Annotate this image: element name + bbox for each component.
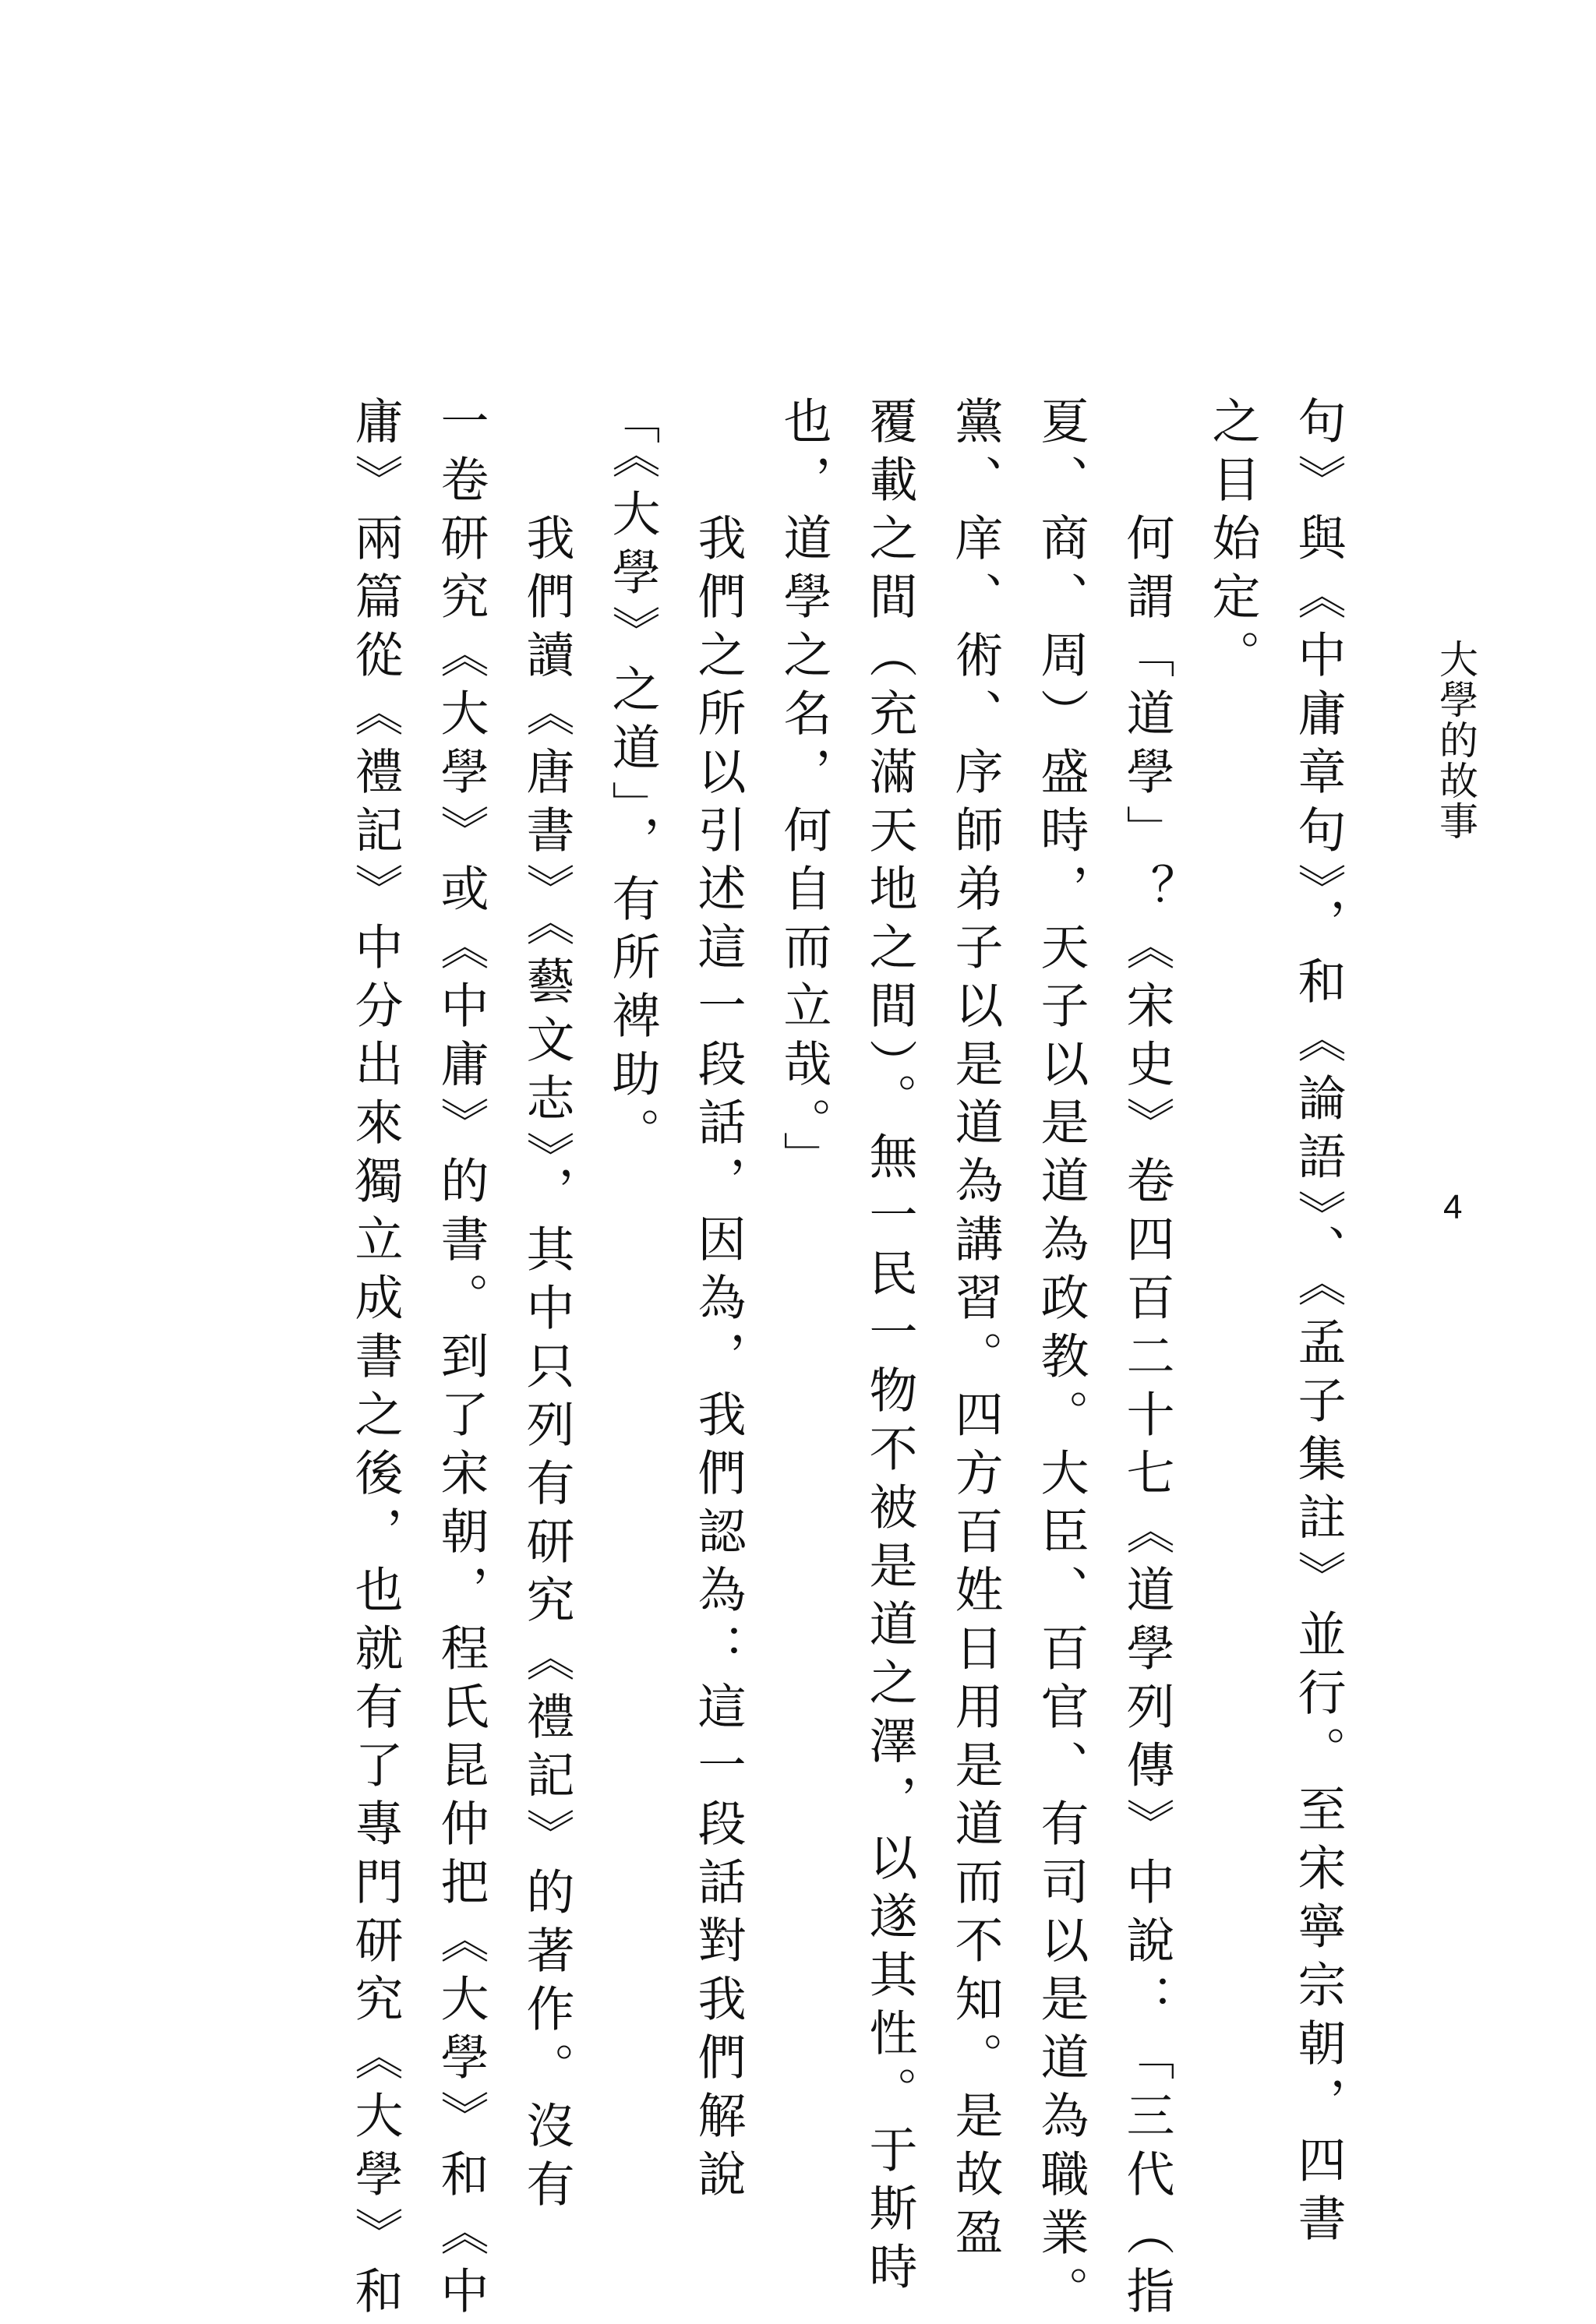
text-line: 之目始定。 (1204, 396, 1261, 688)
text-line: 黨、庠、術、序師弟子以是道為講習。四方百姓日用是道而不知。是故盈 (947, 396, 1004, 2266)
text-line: 何謂「道學」？《宋史》卷四百二十七《道學列傳》中說：「三代（指 (1118, 513, 1175, 2324)
text-line: 我們之所以引述這一段話，因為，我們認為：這一段話對我們解說 (690, 513, 747, 2207)
text-line: 庸》兩篇從《禮記》中分出來獨立成書之後，也就有了專門研究《大學》和 (347, 396, 404, 2324)
page-number: 4 (1443, 1188, 1463, 1226)
text-line: 覆載之間（充滿天地之間）。無一民一物不被是道之澤，以遂其性。于斯時 (861, 396, 918, 2300)
text-line: 句》與《中庸章句》，和《論語》、《孟子集註》並行。至宋寧宗朝，四書 (1290, 396, 1347, 2252)
text-line: 「《大學》之道」，有所裨助。 (604, 396, 661, 1166)
vertical-body-text (332, 396, 1361, 2324)
text-line: 夏、商、周）盛時，天子以是道為政教。大臣、百官、有司以是道為職業。 (1033, 396, 1089, 2324)
text-line: 也，道學之名，何自而立哉。」 (775, 396, 832, 1190)
text-line: 一卷研究《大學》或《中庸》的書。到了宋朝，程氏昆仲把《大學》和《中 (433, 396, 489, 2324)
running-header-title: 大學的故事 (1433, 639, 1478, 841)
text-line: 我們讀《唐書》《藝文志》，其中只列有研究《禮記》的著作。沒有 (518, 513, 575, 2217)
